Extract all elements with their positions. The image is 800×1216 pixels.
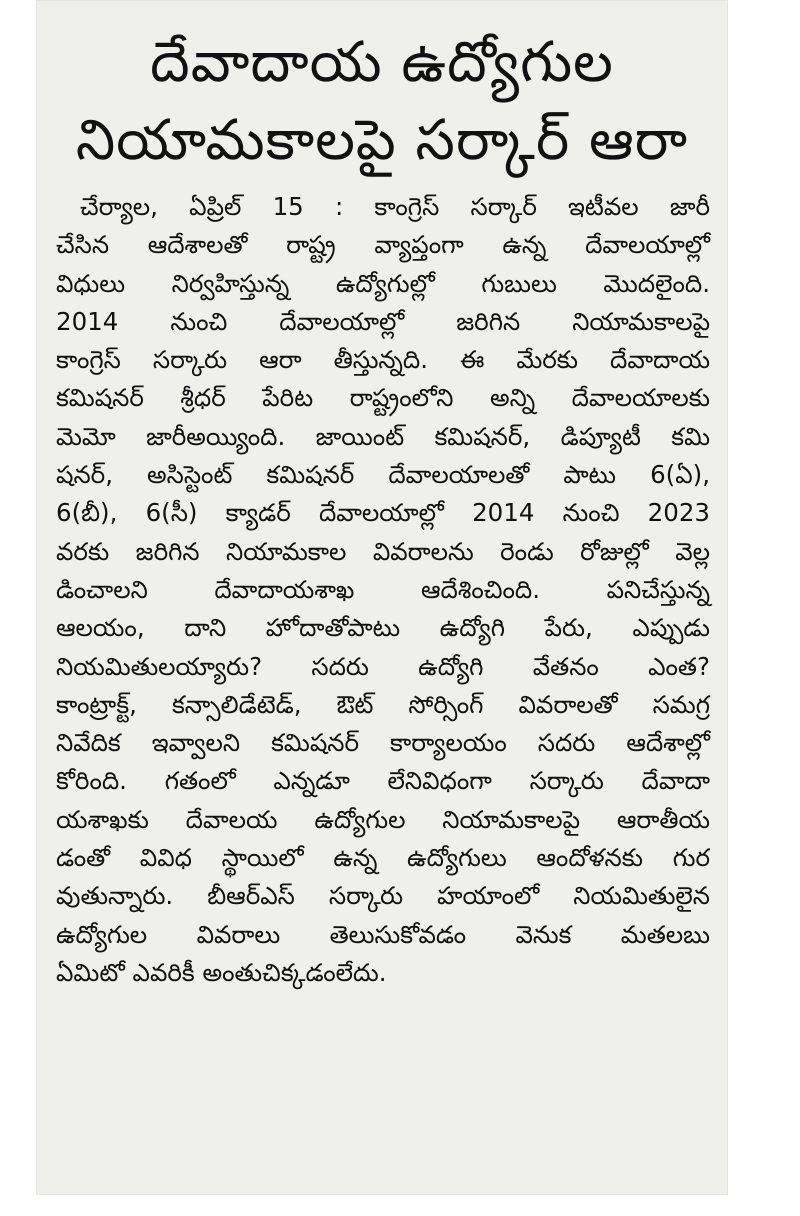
headline-line-2: నియామకాలపై సర్కార్ ఆరా: [75, 108, 689, 173]
article-line: షనర్, అసిస్టెంట్ కమిషనర్ దేవాలయాలతో పాటు 6(ఏ),: [56, 460, 710, 490]
article-line: కమిషనర్ శ్రీధర్ పేరిట రాష్ట్రంలోని అన్ని దేవాలయాలకు: [56, 383, 710, 413]
article-line: మెమో జారీఅయ్యింది. జాయింట్ కమిషనర్, డిప్యూటీ కమి: [56, 421, 710, 451]
article-line: చేసిన ఆదేశాలతో రాష్ట్ర వ్యాప్తంగా ఉన్న దేవాలయాల్లో: [56, 230, 710, 260]
article-line: నియమితులయ్యారు? సదరు ఉద్యోగి వేతనం ఎంత?: [56, 651, 710, 681]
article-line: చేర్యాల, ఏప్రిల్ 15 : కాంగ్రెస్ సర్కార్ ఇటీవల జారీ: [80, 192, 710, 221]
article-line: వుతున్నారు. బీఆర్ఎస్ సర్కారు హయాంలో నియమితులైన: [56, 881, 710, 911]
article-line: ఉద్యోగుల వివరాలు తెలుసుకోవడం వెనుక మతలబు: [56, 919, 710, 949]
article-line: కాంగ్రెస్ సర్కారు ఆరా తీస్తున్నది. ఈ మేరకు దేవాదాయ: [56, 345, 710, 375]
article-line: డించాలని దేవాదాయశాఖ ఆదేశించింది. పనిచేస్తున్న: [56, 574, 710, 604]
article-line: నివేదిక ఇవ్వాలని కమిషనర్ కార్యాలయం సదరు ఆదేశాల్లో: [56, 728, 710, 758]
article-line: 2014 నుంచి దేవాలయాల్లో జరిగిన నియామకాలపై: [56, 306, 710, 336]
article-line: ఆలయం, దాని హోదాతోపాటు ఉద్యోగి పేరు, ఎప్పుడు: [56, 613, 710, 643]
article-line: 6(బీ), 6(సీ) క్యాడర్ దేవాలయాల్లో 2014 నుంచి 2023: [56, 498, 710, 528]
article-line: విధులు నిర్వహిస్తున్న ఉద్యోగుల్లో గుబులు మొదలైంది.: [56, 268, 710, 298]
article-line: కోరింది. గతంలో ఎన్నడూ లేనివిధంగా సర్కారు దేవాదా: [56, 766, 710, 796]
article-line: ఏమిటో ఎవరికీ అంతుచిక్కడంలేదు.: [56, 957, 387, 987]
article-body: [56, 188, 710, 992]
article-line: డంతో వివిధ స్థాయిలో ఉన్న ఉద్యోగులు ఆందోళనకు గుర: [56, 843, 710, 873]
article-line: కాంట్రాక్ట్, కన్సాలిడేటెడ్, ఔట్ సోర్సింగ్ వివరాలతో సమగ్ర: [56, 689, 710, 719]
article-line: వరకు జరిగిన నియామకాల వివరాలను రెండు రోజుల్లో వెల్ల: [56, 536, 710, 566]
article-line: యశాఖకు దేవాలయ ఉద్యోగుల నియామకాలపై ఆరాతీయ: [56, 804, 710, 834]
headline-line-1: దేవాదాయ ఉద్యోగుల: [150, 30, 614, 95]
